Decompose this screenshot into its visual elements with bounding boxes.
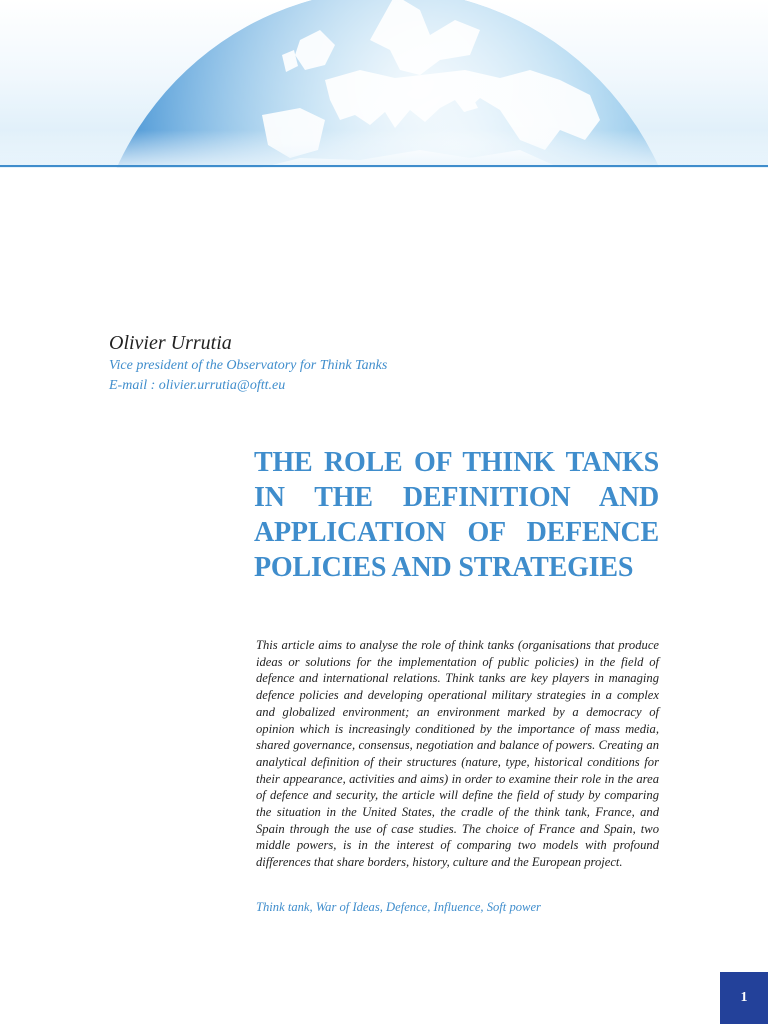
page-number: 1 [740,990,748,1005]
header-globe-banner [0,0,768,168]
globe-europe-image [0,0,768,168]
author-email: E-mail : olivier.urrutia@oftt.eu [109,378,286,393]
article-keywords: Think tank, War of Ideas, Defence, Influence, Soft power [256,900,541,914]
page-number-badge [720,972,768,1024]
article-abstract: This article aims to analyse the role of think tanks (organisations that produce ideas or solutions for the implementation of public policies) in the field of defence and international relations. Think tanks are key players in managing defence policies and developing operational military strategies in a complex and globalized environment; an environment marked by a democracy of opinion which is increasingly conditioned by the importance of mass media, shared governance, consensus, negotiation and balance of powers. Creating an analytical definition of their structures (nature, type, historical conditions for their appearance, activities and aims) in order to examine their role in the area of defence and security, the article will define the field of study by comparing the situation in the United States, the cradle of the think tank, France, and Spain through the use of case studies. The choice of France and Spain, two middle powers, is in the interest of comparing two models with profound differences that share borders, history, culture and the European project. [256,638,659,870]
author-name: Olivier Urrutia [109,332,232,354]
author-block [109,330,387,396]
article-title: THE ROLE OF THINK TANKS IN THE DEFINITION AND APPLICATION OF DEFENCE POLICIES AND STRATEGIES [254,447,659,583]
author-role: Vice president of the Observatory for Think Tanks [109,358,388,373]
